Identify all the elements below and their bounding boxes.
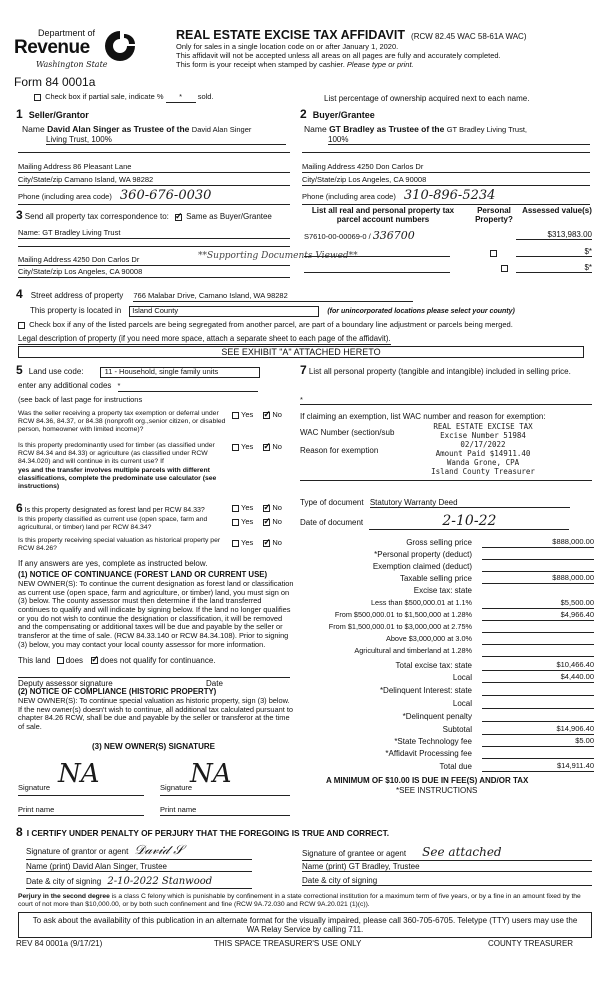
personal-property-line — [300, 404, 592, 405]
tax-row: Gross selling price $888,000.00 — [406, 537, 594, 547]
dor-logo — [14, 28, 164, 78]
partial-pct[interactable]: * — [166, 93, 196, 103]
treasurer-stamp: REAL ESTATE EXCISE TAX Excise Number 51984 02/17/2022 Amount Paid $14911.40 Wanda Grone, CPA Island County Treasurer — [431, 422, 535, 476]
partial-sale-row: Check box if partial sale, indicate % * sold. — [34, 93, 214, 103]
certify-row: 8 I CERTIFY UNDER PENALTY OF PERJURY THAT THE FOREGOING IS TRUE AND CORRECT. — [16, 825, 390, 839]
new-owner-print-1[interactable]: Print name — [18, 806, 144, 816]
buyer-blank-line — [302, 152, 590, 153]
minimum-fee: A MINIMUM OF $10.00 IS DUE IN FEE(S) AND/OR TAX — [326, 776, 529, 785]
forest-q1-yes-checkbox[interactable] — [232, 505, 239, 512]
buyer-name-line2: 100% — [328, 135, 590, 145]
seller-city[interactable]: City/State/zip Camano Island, WA 98282 — [18, 176, 290, 186]
county-treasurer: COUNTY TREASURER — [488, 939, 574, 948]
historic-body: NEW OWNER(S): To continue special valuation as historic property, sign (3) below. If the new owner(s) doesn't wish to continue, all additional tax calculated pursuant to chapter 84.26 RCW, shall be due and payable by the seller or transferor at the time of sale. — [18, 696, 294, 731]
header-note-3b: Please type or print. — [346, 60, 414, 69]
land-use-select[interactable]: 11 - Household, single family units — [100, 367, 260, 378]
tax-row: Local $4,440.00 — [452, 672, 594, 682]
forest-q3-no-checkbox[interactable] — [263, 540, 270, 547]
grantee-signature[interactable]: Signature of grantee or agent See attached — [302, 846, 592, 861]
grantor-date-city[interactable]: Date & city of signing 2-10-2022 Stanwood — [26, 876, 252, 889]
doc-date-value[interactable]: 2-10-22 — [369, 513, 569, 530]
tax-row: Total due $14,911.40 — [439, 761, 594, 771]
assessed-value-2[interactable]: $* — [516, 247, 592, 257]
header-note-1: Only for sales in a single location code on or after January 1, 2020. — [176, 42, 399, 51]
q1-yes-checkbox[interactable] — [232, 412, 239, 419]
tax-row: *Delinquent Interest: state — [296, 686, 594, 696]
forest-q2-no-checkbox[interactable] — [263, 519, 270, 526]
tax-row: Taxable selling price $888,000.00 — [399, 573, 594, 583]
parcel-row-3-line[interactable] — [304, 272, 450, 273]
na-signature-1: NA — [58, 759, 100, 789]
correspondence-blank-line — [18, 246, 290, 247]
tax-row: Local — [296, 699, 594, 709]
land-use-row: 5 Land use code: 11 - Household, single family units — [16, 364, 260, 378]
buyer-heading: 2 Buyer/Grantee — [300, 107, 375, 121]
treasurer-space: THIS SPACE TREASURER'S USE ONLY — [214, 939, 362, 948]
buyer-mailing[interactable]: Mailing Address 4250 Don Carlos Dr — [302, 163, 590, 173]
na-signature-2: NA — [190, 759, 232, 789]
tax-row: From $500,000.01 to $1,500,000 at 1.28% $4,966.40 — [334, 610, 594, 619]
new-owner-sig-heading: (3) NEW OWNER(S) SIGNATURE — [92, 742, 215, 751]
tax-row: Total excise tax: state $10,466.40 — [395, 660, 594, 670]
same-as-buyer-checkbox[interactable] — [175, 214, 182, 221]
header-note-2: This affidavit will not be accepted unless all areas on all pages are fully and accurately completed. — [176, 51, 501, 60]
historic-heading: (2) NOTICE OF COMPLIANCE (HISTORIC PROPERTY) — [18, 687, 217, 696]
does-not-qualify-checkbox[interactable] — [91, 657, 98, 664]
see-instructions: *SEE INSTRUCTIONS — [396, 786, 478, 795]
tax-row: *Affidavit Processing fee — [296, 749, 594, 759]
parcel-hw: 336700 — [372, 229, 415, 242]
land-use-q2: Is this property predominantly used for timber (as classified under RCW 84.34 and 84.33) or agriculture (as classified under RCW 84.34.020) and will continue in its current use? If — [18, 442, 215, 465]
additional-codes-row: enter any additional codes * — [18, 381, 258, 392]
q1-no-checkbox[interactable] — [263, 412, 270, 419]
agency-line2: Revenue — [14, 37, 90, 58]
seller-mailing[interactable]: Mailing Address 86 Pleasant Lane — [18, 163, 290, 173]
forest-q2-answers: Yes ✓ No — [232, 518, 282, 527]
does-qualify-checkbox[interactable] — [57, 657, 64, 664]
buyer-phone[interactable]: Phone (including area code) 310-896-5234 — [302, 189, 590, 205]
correspondence-row: 3 Send all property tax correspondence to: ✓ Same as Buyer/Grantee — [16, 209, 272, 223]
new-owner-signature-1[interactable]: Signature NA — [18, 760, 144, 796]
pct-note: List percentage of ownership acquired next to each name. — [324, 94, 530, 103]
segregated-row: Check box if any of the listed parcels are being segregated from another parcel, are part of a boundary line adjustment or parcels being merged. — [18, 321, 598, 330]
buyer-city[interactable]: City/State/zip Los Angeles, CA 90008 — [302, 176, 590, 186]
agency-line1: Department of — [38, 28, 96, 38]
form-revision: REV 84 0001a (9/17/21) — [16, 939, 103, 948]
tax-row: Excise tax: state — [413, 586, 472, 595]
q2-yes-checkbox[interactable] — [232, 444, 239, 451]
tax-row: Less than $500,000.01 at 1.1% $5,500.00 — [370, 598, 594, 607]
personal-property-row: 7 List all personal property (tangible and intangible) included in selling price. — [300, 363, 571, 377]
forest-q3-yes-checkbox[interactable] — [232, 540, 239, 547]
forest-answer-note: If any answers are yes, complete as instructed below. — [18, 559, 208, 568]
correspondence-mailing[interactable]: Mailing Address 4250 Don Carlos Dr — [18, 256, 290, 266]
tax-row: Above $3,000,000 at 3.0% — [296, 635, 594, 645]
forest-q3-answers: Yes ✓ No — [232, 539, 282, 548]
personal-col-header: Personal Property? — [475, 206, 513, 225]
parcel-row-2-line[interactable] — [304, 256, 450, 257]
forest-q2-yes-checkbox[interactable] — [232, 519, 239, 526]
grantor-signature[interactable]: Signature of grantor or agent 𝒟𝒶𝓋𝒾𝒹 𝒮 — [26, 844, 252, 860]
land-use-q1: Was the seller receiving a property tax exemption or deferral under RCW 84.36, 84.37, or 84.38 (nonprofit org.,senior citizen, or disabled person, homeowner with limited income)? — [18, 410, 226, 433]
tax-row: Agricultural and timberland at 1.28% — [296, 647, 594, 657]
perjury-notice: Perjury in the second degree is a class C felony which is punishable by confinement in a state correctional institution for a maximum term of five years, or by a fine in an amount fixed by the court of not more than $10,000.00, or by both such confinement and fine (RCW 9A.72.030 and RCW 9A.20.021 (1)(c)). — [18, 893, 581, 909]
forest-q1-answers: Yes ✓ No — [232, 504, 282, 513]
wac-row: WAC Number (section/sub — [300, 428, 395, 437]
correspondence-city[interactable]: City/State/zip Los Angeles, CA 90008 — [18, 268, 290, 278]
q2-no-checkbox[interactable] — [263, 444, 270, 451]
header-note-3: This form is your receipt when stamped by cashier. Please type or print. — [176, 60, 414, 69]
parcel-number: S7610-00-00069-0 / — [304, 232, 371, 241]
segregated-checkbox[interactable] — [18, 322, 25, 329]
forest-q1: 6 Is this property designated as forest land per RCW 84.33? — [16, 501, 205, 515]
legal-label: Legal description of property (if you need more space, attach a separate sheet to each page of the affidavit). — [18, 334, 391, 343]
continuance-row: This land does ✓ does not qualify for continuance. — [18, 656, 215, 665]
street-address[interactable]: 766 Malabar Drive, Camano Island, WA 98282 — [133, 292, 413, 302]
see-list: (see back of last page for instructions — [18, 395, 143, 404]
street-row: 4 Street address of property 766 Malabar Drive, Camano Island, WA 98282 — [16, 288, 413, 302]
forest-q3: Is this property receiving special valuation as historical property per RCW 84.26? — [18, 537, 221, 552]
correspondence-name[interactable]: Name: GT Bradley Living Trust — [18, 229, 290, 239]
tax-row: From $1,500,000.01 to $3,000,000 at 2.75% — [296, 623, 594, 633]
land-use-q2b: yes and the transfer involves multiple parcels with different classifications, complete the predominate use calculator (see instructions) — [18, 467, 217, 490]
doc-date-row: Date of document 2-10-22 — [300, 513, 569, 530]
continuance-heading: (1) NOTICE OF CONTINUANCE (FOREST LAND OR CURRENT USE) — [18, 570, 268, 579]
reason-line-2[interactable] — [300, 480, 592, 481]
assessed-col-header: Assessed value(s) — [522, 206, 592, 215]
grantee-date-city[interactable]: Date & city of signing — [302, 876, 592, 886]
doc-type-row: Type of document Statutory Warranty Deed — [300, 498, 570, 508]
title-text: REAL ESTATE EXCISE TAX AFFIDAVIT — [176, 28, 405, 42]
seller-heading: 1 Seller/Grantor — [16, 107, 89, 121]
agency-line3: Washington State — [36, 60, 108, 69]
assessed-value-1[interactable]: $313,983.00 — [516, 230, 592, 240]
exemption-label: If claiming an exemption, list WAC number and reason for exemption: — [300, 412, 546, 421]
personal-property-checkbox-2[interactable] — [490, 250, 497, 257]
tax-row: *Personal property (deduct) — [296, 550, 594, 560]
legal-description[interactable]: SEE EXHIBIT "A" ATTACHED HERETO — [18, 346, 584, 358]
grantor-print-name[interactable]: Name (print) David Alan Singer, Trustee — [26, 862, 252, 872]
continuance-body: NEW OWNER(S): To continue the current designation as forest land or classification as current use (open space, farm and agriculture, or timber) land, you must sign on (3) below. The county assessor must then determine if the land transferred continues to qualify and will indicate by signing below. If the land no longer qualifies or you do not wish to continue the designation or classification, it will be removed and the compensating or additional taxes will be due and payable by the seller or transferor at the time of sale. (RCW 84.33.140 or RCW 84.34.108). Prior to signing (3) below, you may contact your local county assessor for more information. — [18, 579, 294, 649]
land-use-q2-answers: Yes ✓ No — [232, 443, 282, 452]
personal-property-checkbox-3[interactable] — [501, 265, 508, 272]
seller-name: Name David Alan Singer as Trustee of the David Alan Singer — [22, 124, 252, 134]
form-number: Form 84 0001a — [14, 75, 96, 89]
forest-q1-no-checkbox[interactable] — [263, 505, 270, 512]
county-select[interactable]: Island County — [129, 306, 319, 317]
forest-q2: Is this property classified as current use (open space, farm and agricultural, or timber) land per RCW 84.34? — [18, 516, 208, 531]
supporting-docs-stamp: **Supporting Documents Viewed** — [198, 251, 358, 261]
buyer-name: Name GT Bradley as Trustee of the GT Bradley Living Trust, — [304, 124, 528, 134]
located-row: This property is located in Island County (for unincorporated locations please select your county) — [30, 306, 515, 315]
grantor-signature-scribble: 𝒟𝒶𝓋𝒾𝒹 𝒮 — [134, 843, 184, 858]
personal-property-value[interactable]: * — [300, 395, 303, 404]
land-use-q1-answers: Yes ✓ No — [232, 411, 282, 420]
seller-name-line2: Living Trust, 100% — [46, 135, 286, 145]
dor-swirl-icon — [102, 28, 138, 64]
tax-row: Exemption claimed (deduct) — [296, 562, 594, 572]
grantee-print-name[interactable]: Name (print) GT Bradley, Trustee — [302, 862, 592, 872]
new-owner-print-2[interactable]: Print name — [160, 806, 290, 816]
reason-row: Reason for exemption — [300, 446, 379, 455]
new-owner-signature-2[interactable]: Signature NA — [160, 760, 290, 796]
partial-sale-checkbox[interactable] — [34, 94, 41, 101]
form-title — [176, 28, 596, 42]
tax-row: *State Technology fee $5.00 — [394, 736, 594, 746]
parcel-col-header: List all real and personal property tax parcel account numbers — [311, 206, 455, 225]
assessed-value-3[interactable]: $* — [516, 263, 592, 273]
seller-phone[interactable]: Phone (including area code) 360-676-0030 — [18, 189, 290, 205]
alt-format-box: To ask about the availability of this publication in an alternate format for the visually impaired, please call 360-705-6705. Teletype (TTY) users may use the WA Relay Service by calling 711. — [18, 912, 592, 938]
title-citation: (RCW 82.45 WAC 58-61A WAC) — [411, 32, 527, 41]
tax-row: Subtotal $14,906.40 — [442, 724, 594, 734]
doc-type-value[interactable]: Statutory Warranty Deed — [370, 498, 570, 508]
seller-blank-line — [18, 152, 290, 153]
parcel-row-1 — [304, 230, 592, 243]
tax-row: *Delinquent penalty — [296, 712, 594, 722]
deputy-row: Deputy assessor signature Date — [18, 677, 290, 688]
